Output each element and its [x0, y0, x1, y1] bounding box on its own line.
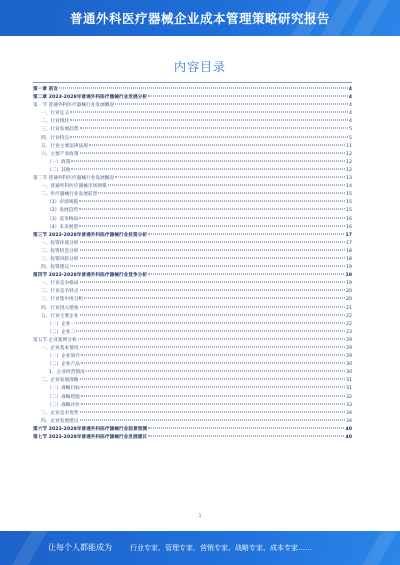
- toc-entry-text: 第一节 普通外科医疗器械行业发展概况: [33, 103, 115, 109]
- toc-entry-text: 二、医疗器械行业发展前景: [41, 192, 98, 198]
- toc-entry[interactable]: [33, 191, 352, 199]
- toc-entry-text: 第七节 2023-2028年普通外科医疗器械行业发展建议: [33, 435, 148, 441]
- toc-entry-page: 12: [346, 159, 352, 165]
- toc-leader-dots: [81, 355, 345, 356]
- toc-leader-dots: [70, 266, 345, 267]
- toc-entry[interactable]: [33, 183, 352, 191]
- header-banner: [0, 0, 400, 36]
- toc-entry[interactable]: [33, 207, 352, 215]
- toc-entry-page: 17: [346, 240, 352, 246]
- footer-decoration: [353, 531, 400, 565]
- toc-entry[interactable]: [33, 199, 352, 207]
- toc-entry[interactable]: [33, 385, 352, 393]
- toc-leader-dots: [81, 403, 345, 404]
- toc-leader-dots: [70, 112, 348, 113]
- toc-entry-text: 第六节 2023-2028年普通外科医疗器械行业前景预测: [33, 426, 148, 432]
- toc-entry-page: 20: [346, 297, 352, 303]
- toc-entry-page: 22: [346, 313, 352, 319]
- toc-leader-dots: [80, 241, 346, 242]
- toc-entry-page: 33: [346, 402, 352, 408]
- toc-leader-dots: [80, 249, 346, 250]
- footer-slogan: 让每个人都能成为: [48, 543, 112, 552]
- toc-entry-text: 第一章 前言: [33, 87, 59, 92]
- toc-entry-text: （一）企业一: [47, 321, 76, 327]
- toc-entry[interactable]: [33, 410, 352, 418]
- toc-entry[interactable]: [33, 159, 352, 167]
- toc-leader-dots: [71, 160, 345, 161]
- toc-leader-dots: [98, 193, 345, 194]
- toc-entry-text: 一、普通外科医疗器械市场规模: [41, 184, 107, 190]
- toc-entry[interactable]: [33, 86, 352, 94]
- toc-entry[interactable]: [33, 232, 352, 240]
- toc-entry-text: 三、行业发展趋势: [41, 127, 79, 133]
- toc-leader-dots: [79, 225, 345, 226]
- toc-entry-page: 32: [346, 394, 352, 400]
- toc-entry[interactable]: [33, 369, 352, 377]
- toc-entry[interactable]: [33, 256, 352, 264]
- report-title: 普通外科医疗器械企业成本管理策略研究报告: [69, 11, 330, 26]
- toc-entry[interactable]: [33, 126, 352, 134]
- toc-entry[interactable]: [33, 345, 352, 353]
- toc-entry-page: 34: [346, 410, 352, 416]
- toc-leader-dots: [115, 104, 348, 105]
- toc-entry[interactable]: [33, 313, 352, 321]
- toc-entry-page: 20: [346, 289, 352, 295]
- toc-entry-text: （三）战略评价: [47, 402, 80, 408]
- toc-entry-page: 15: [346, 208, 352, 214]
- toc-entry-page: 4: [348, 87, 352, 92]
- toc-entry-text: 第二章 2023-2028年普通外科医疗器械行业发展分析: [33, 95, 148, 101]
- toc-entry-text: （二）企业产品: [47, 362, 80, 368]
- toc-entry[interactable]: [33, 264, 352, 272]
- toc-entry[interactable]: [33, 143, 352, 151]
- toc-entry-text: 五、行业主要企业: [41, 313, 79, 319]
- toc-entry-page: 16: [346, 224, 352, 230]
- toc-entry-page: 29: [346, 354, 352, 360]
- toc-entry-page: 29: [346, 346, 352, 351]
- toc-entry[interactable]: [33, 418, 352, 426]
- toc-entry-text: 六、主要产业政策: [41, 151, 79, 157]
- toc-entry-text: 1、企业经营情况: [49, 370, 85, 376]
- footer-decoration: [3, 531, 54, 565]
- toc-leader-dots: [70, 136, 348, 137]
- toc-entry[interactable]: [33, 337, 352, 345]
- toc-leader-dots: [79, 201, 345, 202]
- toc-entry-page: 31: [346, 378, 352, 384]
- toc-leader-dots: [71, 168, 345, 169]
- toc-entry[interactable]: [33, 272, 352, 280]
- toc-entry-page: 17: [345, 232, 352, 238]
- toc-entry-text: 三、行业集中度分析: [41, 297, 84, 303]
- toc-entry-page: 4: [349, 119, 352, 125]
- toc-leader-dots: [80, 411, 346, 412]
- toc-leader-dots: [81, 363, 345, 364]
- toc-leader-dots: [70, 120, 348, 121]
- toc-entry-text: 五、行业主要法律法规: [41, 143, 88, 149]
- toc-leader-dots: [148, 436, 344, 437]
- toc-entry-text: 一、行业定义: [41, 111, 70, 117]
- toc-entry[interactable]: [33, 102, 352, 110]
- toc-entry[interactable]: [33, 377, 352, 385]
- toc-entry-text: 三、投资风险分析: [41, 256, 79, 262]
- toc-entry[interactable]: [33, 110, 352, 118]
- toc-entry-page: 34: [346, 418, 352, 424]
- toc-entry-page: 12: [346, 167, 352, 173]
- toc-entry[interactable]: [33, 394, 352, 402]
- toc-entry-text: 第五节 企业案例分析: [33, 337, 77, 343]
- toc-entry-text: 二、投资机会分析: [41, 248, 79, 254]
- toc-entry-page: 4: [349, 103, 352, 109]
- toc-entry-page: 19: [346, 265, 352, 271]
- toc-entry[interactable]: [33, 167, 352, 175]
- toc-entry-page: 18: [346, 248, 352, 254]
- toc-entry-text: 四、企业发展建议: [41, 418, 79, 424]
- toc-entry-text: （4）未来展望: [47, 224, 79, 230]
- toc-entry-text: 三、企业竞争优势: [41, 410, 79, 416]
- toc-leader-dots: [148, 427, 344, 428]
- toc-entry-page: 18: [346, 256, 352, 262]
- toc-entry-text: 一、投资环境分析: [41, 240, 79, 246]
- toc-entry[interactable]: [33, 216, 352, 224]
- toc-leader-dots: [80, 152, 346, 153]
- toc-entry-page: 4: [348, 95, 352, 101]
- toc-entry[interactable]: [33, 305, 352, 313]
- toc-entry-text: 一、行业竞争格局: [41, 281, 79, 287]
- toc-leader-dots: [80, 419, 346, 420]
- toc-entry-text: 二、行业现状: [41, 119, 70, 125]
- toc-leader-dots: [80, 314, 346, 315]
- toc-entry-text: 第四节 2023-2028年普通外科医疗器械行业竞争分析: [33, 273, 148, 279]
- toc-entry[interactable]: [33, 353, 352, 361]
- toc-entry-page: 23: [346, 329, 352, 335]
- toc-entry-page: 40: [345, 426, 352, 432]
- toc-entry[interactable]: [33, 118, 352, 126]
- toc-entry-text: （二）其他: [47, 167, 71, 173]
- toc-leader-dots: [80, 282, 346, 283]
- toc-entry-text: （一）政策: [47, 159, 71, 165]
- toc-leader-dots: [76, 322, 345, 323]
- toc-entry-page: 13: [346, 176, 352, 182]
- toc-leader-dots: [79, 209, 345, 210]
- toc-leader-dots: [115, 177, 345, 178]
- toc-entry-page: 5: [349, 127, 352, 133]
- toc-divider: [33, 82, 352, 83]
- toc-entry-page: 4: [349, 111, 352, 117]
- toc-entry-page: 29: [346, 337, 352, 343]
- toc-entry-page: 30: [346, 370, 352, 376]
- toc-leader-dots: [80, 347, 346, 348]
- footer-banner: [0, 531, 400, 565]
- toc-entry-page: 30: [346, 362, 352, 368]
- toc-entry[interactable]: [33, 288, 352, 296]
- toc-entry-text: （二）企业二: [47, 329, 76, 335]
- toc-leader-dots: [81, 387, 345, 388]
- toc-leader-dots: [80, 257, 346, 258]
- toc-leader-dots: [148, 233, 344, 234]
- toc-leader-dots: [80, 290, 346, 291]
- toc-leader-dots: [80, 379, 346, 380]
- page-number: 1: [198, 513, 202, 518]
- toc-entry[interactable]: [33, 321, 352, 329]
- toc-entry[interactable]: [33, 94, 352, 102]
- toc-entry-text: （1）市场规模: [47, 200, 79, 206]
- toc-entry-text: 四、行业特点: [41, 135, 70, 141]
- toc-leader-dots: [80, 128, 349, 129]
- toc-entry-text: （二）战略措施: [47, 394, 80, 400]
- toc-entry-text: 二、企业发展战略: [41, 378, 79, 384]
- toc-title: 内容目录: [173, 60, 226, 74]
- toc-entry[interactable]: [33, 175, 352, 183]
- toc-entry-page: 19: [346, 281, 352, 287]
- toc-entry[interactable]: [33, 329, 352, 337]
- toc-entry-page: 14: [346, 184, 352, 190]
- toc-leader-dots: [148, 96, 348, 97]
- toc-entry-text: 四、投资建议: [41, 265, 70, 271]
- toc-entry-page: 31: [346, 386, 352, 392]
- toc-entry-text: 二、行业竞争特点: [41, 289, 79, 295]
- toc-leader-dots: [79, 217, 345, 218]
- toc-entry-page: 16: [346, 216, 352, 222]
- toc-entry-text: （一）企业简介: [47, 354, 80, 360]
- toc-entry-page: 15: [346, 192, 352, 198]
- toc-entry[interactable]: [33, 402, 352, 410]
- toc-leader-dots: [76, 330, 345, 331]
- toc-leader-dots: [108, 185, 345, 186]
- toc-entry[interactable]: [33, 426, 352, 434]
- toc-entry-page: 5: [349, 135, 352, 141]
- toc-entry[interactable]: [33, 361, 352, 369]
- toc-entry-page: 12: [346, 151, 352, 157]
- toc-leader-dots: [86, 371, 345, 372]
- toc-entry-text: （3）竞争格局: [47, 216, 79, 222]
- toc-entry[interactable]: [33, 434, 352, 442]
- toc-entry-text: （2）发展趋势: [47, 208, 79, 214]
- toc-entry[interactable]: [33, 224, 352, 232]
- toc-entry[interactable]: [33, 151, 352, 159]
- toc-entry-text: 四、行业进入壁垒: [41, 305, 79, 311]
- toc-entry-page: 21: [346, 305, 352, 311]
- toc-leader-dots: [80, 306, 346, 307]
- toc-entry-page: 40: [345, 435, 352, 441]
- toc-entry-page: 11: [346, 143, 352, 149]
- toc-entry[interactable]: [33, 280, 352, 288]
- table-of-contents: [33, 86, 352, 442]
- toc-entry-text: （一）战略目标: [47, 386, 80, 392]
- toc-entry-text: 一、企业基本情况: [41, 346, 79, 351]
- toc-entry-page: 19: [345, 273, 352, 279]
- toc-leader-dots: [81, 395, 345, 396]
- toc-entry-page: 22: [346, 321, 352, 327]
- toc-leader-dots: [59, 88, 348, 89]
- toc-entry-text: 第二节 普通外科医疗器械行业发展概况: [33, 176, 115, 182]
- toc-leader-dots: [148, 274, 344, 275]
- footer-expert-list: 行业专家、管理专家、营销专家、战略专家、成本专家……: [130, 544, 312, 552]
- toc-entry[interactable]: [33, 248, 352, 256]
- toc-entry-text: 第三节 2023-2028年普通外科医疗器械行业投资分析: [33, 232, 148, 238]
- toc-entry[interactable]: [33, 240, 352, 248]
- toc-entry-page: 15: [346, 200, 352, 206]
- toc-leader-dots: [84, 298, 345, 299]
- toc-entry[interactable]: [33, 135, 352, 143]
- toc-entry[interactable]: [33, 296, 352, 304]
- toc-leader-dots: [78, 338, 345, 339]
- toc-leader-dots: [89, 144, 345, 145]
